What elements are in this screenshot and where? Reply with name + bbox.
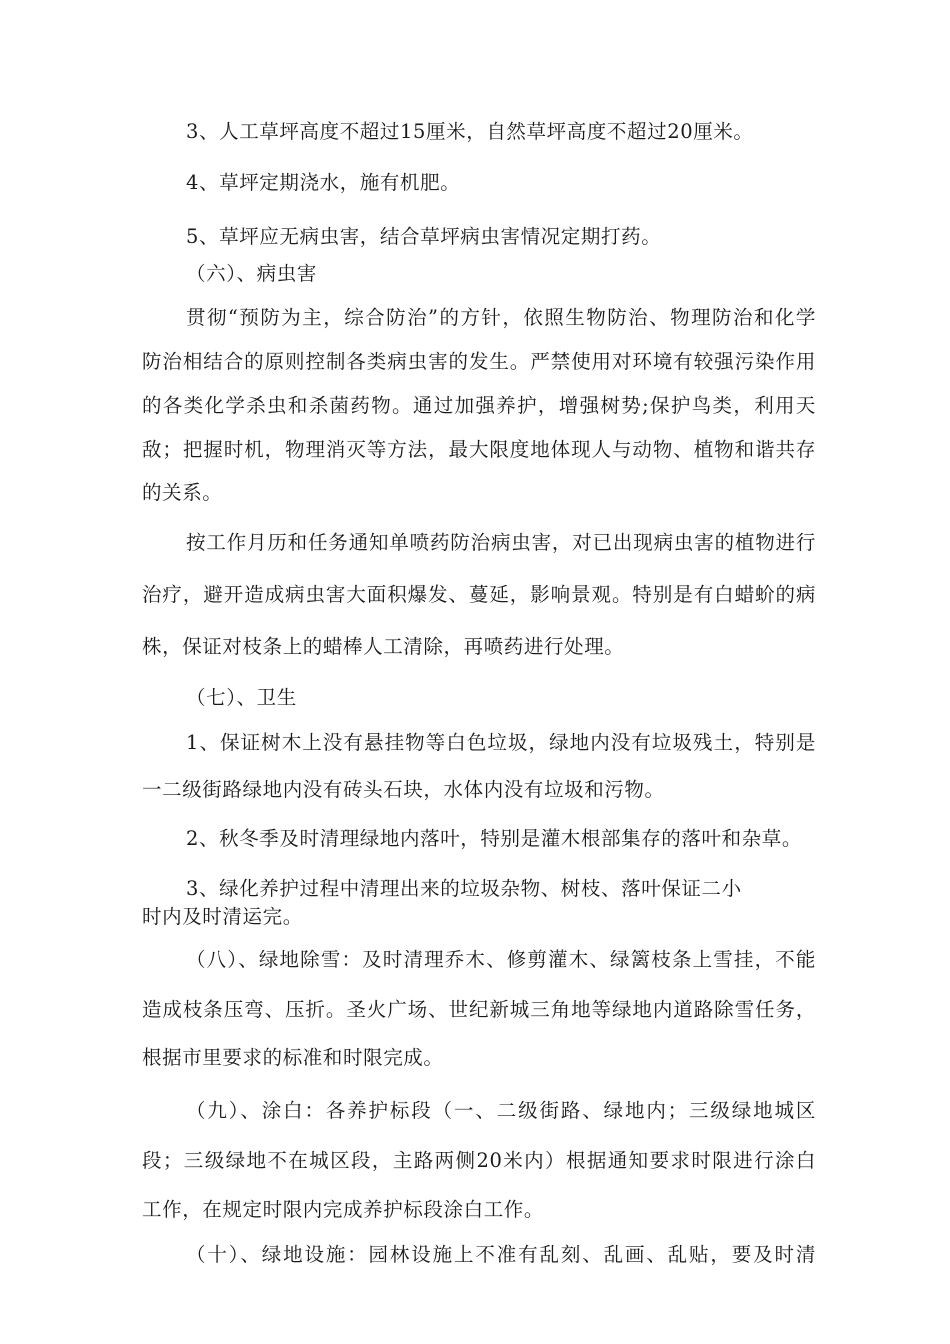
lawn-watering-item: 4、草坪定期浇水，施有机肥。 (186, 171, 461, 194)
paragraph-line: 株，保证对枝条上的蜡棒人工清除，再喷药进行处理。 (142, 635, 625, 658)
section-facilities: （十）、绿地设施：园林设施上不准有乱刻、乱画、乱贴，要及时清 (186, 1243, 816, 1266)
paragraph-line: 的各类化学杀虫和杀菌药物。通过加强养护，增强树势;保护鸟类，利用天 (142, 394, 816, 417)
paragraph-line: 防治相结合的原则控制各类病虫害的发生。严禁使用对环境有较强污染作用 (142, 350, 816, 373)
section-whitewashing: （九）、涂白：各养护标段（一、二级街路、绿地内；三级绿地城区 (186, 1099, 816, 1122)
section-heading-sanitation: （七）、卫生 (186, 686, 297, 709)
paragraph-line: 时内及时清运完。 (142, 905, 303, 928)
paragraph-line: 一二级街路绿地内没有砖头石块，水体内没有垃圾和污物。 (142, 778, 665, 801)
lawn-pest-item: 5、草坪应无病虫害，结合草坪病虫害情况定期打药。 (186, 225, 662, 248)
paragraph-line: 造成枝条压弯、压折。圣火广场、世纪新城三角地等绿地内道路除雪任务， (142, 998, 816, 1021)
paragraph-line: 按工作月历和任务通知单喷药防治病虫害，对已出现病虫害的植物进行 (186, 531, 816, 554)
paragraph-line: 3、绿化养护过程中清理出来的垃圾杂物、树枝、落叶保证二小 (186, 877, 742, 900)
section-snow-removal: （八）、绿地除雪：及时清理乔木、修剪灌木、绿篱枝条上雪挂，不能 (186, 948, 816, 971)
paragraph-line: 的关系。 (142, 481, 223, 504)
paragraph-line: 1、保证树木上没有悬挂物等白色垃圾，绿地内没有垃圾残土，特别是 (186, 731, 816, 754)
paragraph-line: 敌；把握时机，物理消灭等方法，最大限度地体现人与动物、植物和谐共存 (142, 438, 816, 461)
paragraph-line: 段；三级绿地不在城区段，主路两侧20米内）根据通知要求时限进行涂白 (142, 1149, 816, 1172)
section-heading-pests: （六）、病虫害 (186, 262, 317, 285)
paragraph-line: 根据市里要求的标准和时限完成。 (142, 1046, 444, 1069)
paragraph-line: 工作，在规定时限内完成养护标段涂白工作。 (142, 1198, 545, 1221)
paragraph-line: 治疗，避开造成病虫害大面积爆发、蔓延，影响景观。特别是有白蜡蚧的病 (142, 583, 816, 606)
paragraph-line: 2、秋冬季及时清理绿地内落叶，特别是灌木根部集存的落叶和杂草。 (186, 827, 803, 850)
lawn-height-item: 3、人工草坪高度不超过15厘米，自然草坪高度不超过20厘米。 (186, 120, 754, 143)
paragraph-line: 贯彻“预防为主，综合防治”的方针，依照生物防治、物理防治和化学 (186, 306, 816, 329)
